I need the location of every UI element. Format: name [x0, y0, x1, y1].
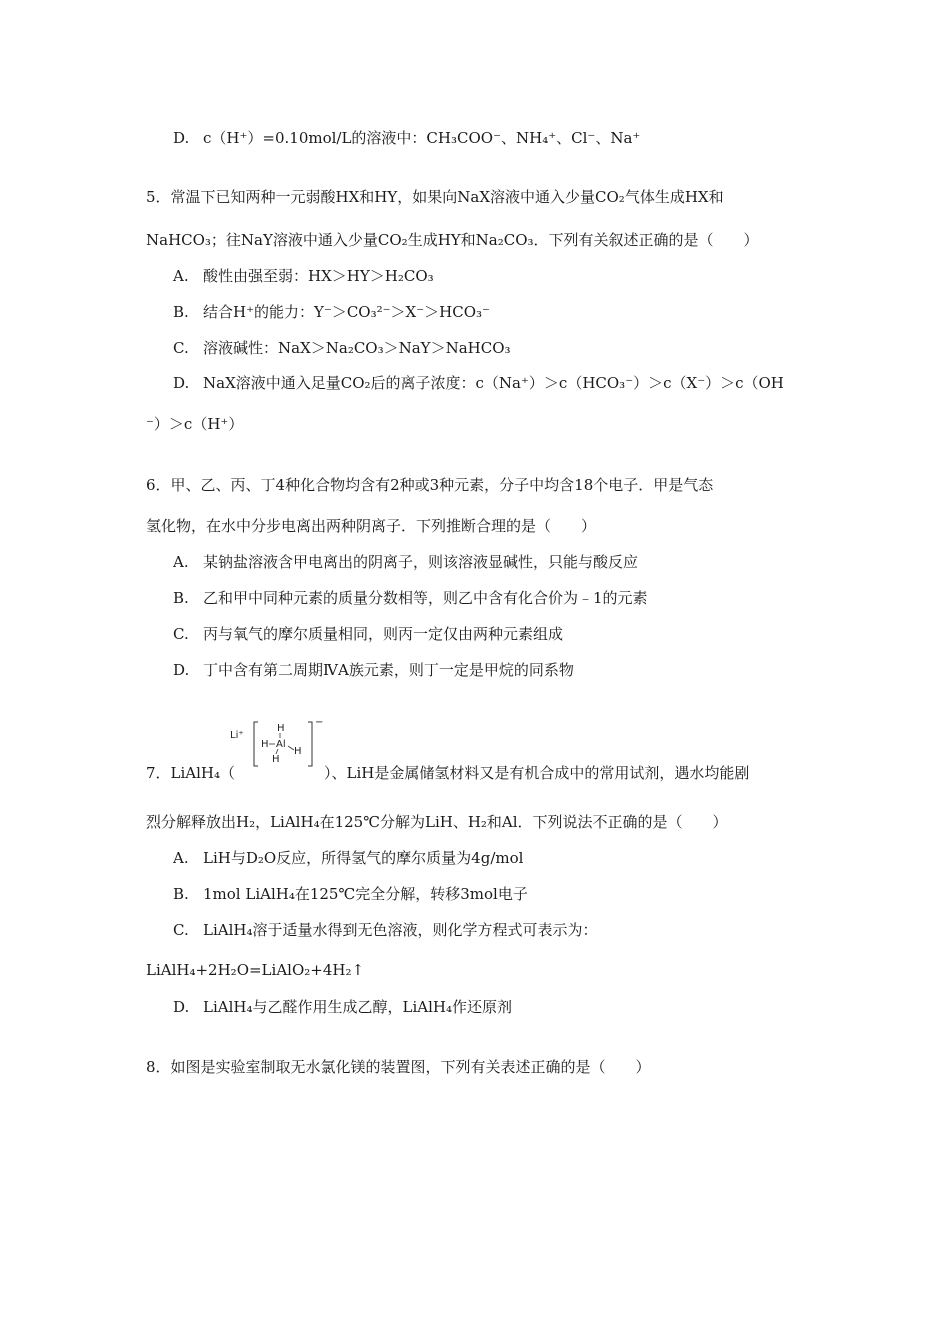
- q6-option-a: [173, 552, 638, 572]
- option-text: c（H⁺）=0.10mol/L的溶液中：CH₃COO⁻、NH₄⁺、Cl⁻、Na⁺: [203, 129, 641, 147]
- q7-option-b: [173, 884, 528, 904]
- option-label: C.: [173, 625, 189, 643]
- q6-option-d: [173, 660, 574, 680]
- q7-stem-open: 7．LiAlH₄（: [146, 764, 236, 782]
- q5-option-b: [173, 302, 490, 322]
- q5-option-c: [173, 338, 511, 358]
- option-label: B.: [173, 885, 189, 903]
- anion-charge-label: −: [315, 717, 324, 728]
- hydrogen-left-label: H: [261, 739, 269, 750]
- q7-stem-rest: ）、LiH是金属储氢材料又是有机合成中的常用试剂，遇水均能剧: [324, 764, 750, 782]
- option-text: NaX溶液中通入足量CO₂后的离子浓度：c（Na⁺）＞c（HCO₃⁻）＞c（X⁻）＞c（OH: [203, 374, 784, 392]
- option-text: 丁中含有第二周期ⅣA族元素，则丁一定是甲烷的同系物: [203, 661, 574, 679]
- q5-option-a: [173, 266, 434, 286]
- option-label: D.: [173, 998, 190, 1016]
- hydrogen-bottom-label: H: [272, 754, 280, 765]
- lialh4-structure-diagram: [228, 716, 324, 770]
- q7-option-a: [173, 848, 523, 868]
- option-text: 结合H⁺的能力：Y⁻＞CO₃²⁻＞X⁻＞HCO₃⁻: [203, 303, 490, 321]
- q6-option-c: [173, 624, 563, 644]
- q6-option-b: [173, 588, 648, 608]
- q6-stem-line-2: 氢化物，在水中分步电离出两种阴离子．下列推断合理的是（ ）: [146, 517, 597, 535]
- option-label: D.: [173, 129, 190, 147]
- q8-stem: 8．如图是实验室制取无水氯化镁的装置图，下列有关表述正确的是（ ）: [146, 1058, 651, 1076]
- option-label: B.: [173, 589, 189, 607]
- q5-stem-line-1: 5．常温下已知两种一元弱酸HX和HY，如果向NaX溶液中通入少量CO₂气体生成HX和: [146, 188, 724, 206]
- left-bracket: [254, 722, 258, 766]
- option-text: LiH与D₂O反应，所得氢气的摩尔质量为4g/mol: [203, 849, 524, 867]
- option-label: A.: [173, 553, 189, 571]
- q5-option-d: [173, 373, 784, 393]
- option-text: 溶液碱性：NaX＞Na₂CO₃＞NaY＞NaHCO₃: [203, 339, 511, 357]
- option-text: LiAlH₄溶于适量水得到无色溶液，则化学方程式可表示为：: [203, 921, 598, 939]
- hydrogen-right-label: H: [294, 746, 302, 757]
- option-label: D.: [173, 661, 190, 679]
- option-label: A.: [173, 849, 189, 867]
- q7-stem-line-2: 烈分解释放出H₂，LiAlH₄在125℃分解为LiH、H₂和Al．下列说法不正确的是（ ）: [146, 813, 728, 831]
- option-label: C.: [173, 921, 189, 939]
- hydrogen-top-label: H: [277, 723, 285, 734]
- option-label: D.: [173, 374, 190, 392]
- option-text: 乙和甲中同种元素的质量分数相等，则乙中含有化合价为﹣1的元素: [203, 589, 648, 607]
- q7-option-c-equation: LiAlH₄+2H₂O=LiAlO₂+4H₂↑: [146, 961, 365, 979]
- option-label: A.: [173, 267, 189, 285]
- aluminum-atom-label: Al: [276, 739, 286, 750]
- q4-option-d: [173, 128, 640, 148]
- option-text: 丙与氧气的摩尔质量相同，则丙一定仅由两种元素组成: [203, 625, 564, 643]
- option-text: 某钠盐溶液含甲电离出的阴离子，则该溶液显碱性，只能与酸反应: [203, 553, 639, 571]
- option-text: 酸性由强至弱：HX＞HY＞H₂CO₃: [203, 267, 434, 285]
- option-text: 1mol LiAlH₄在125℃完全分解，转移3mol电子: [203, 885, 528, 903]
- q7-option-d: [173, 997, 512, 1017]
- right-bracket: [308, 722, 312, 766]
- q5-option-d-continuation: ⁻）＞c（H⁺）: [146, 415, 244, 433]
- option-label: B.: [173, 303, 189, 321]
- option-label: C.: [173, 339, 189, 357]
- q7-option-c: [173, 920, 598, 940]
- q5-stem-line-2: NaHCO₃；往NaY溶液中通入少量CO₂生成HY和Na₂CO₃．下列有关叙述正确的是（ ）: [146, 231, 759, 249]
- option-text: LiAlH₄与乙醛作用生成乙醇，LiAlH₄作还原剂: [203, 998, 512, 1016]
- lithium-cation-label: Li⁺: [230, 730, 244, 741]
- q6-stem-line-1: 6．甲、乙、丙、丁4种化合物均含有2种或3种元素，分子中均含18个电子．甲是气态: [146, 476, 714, 494]
